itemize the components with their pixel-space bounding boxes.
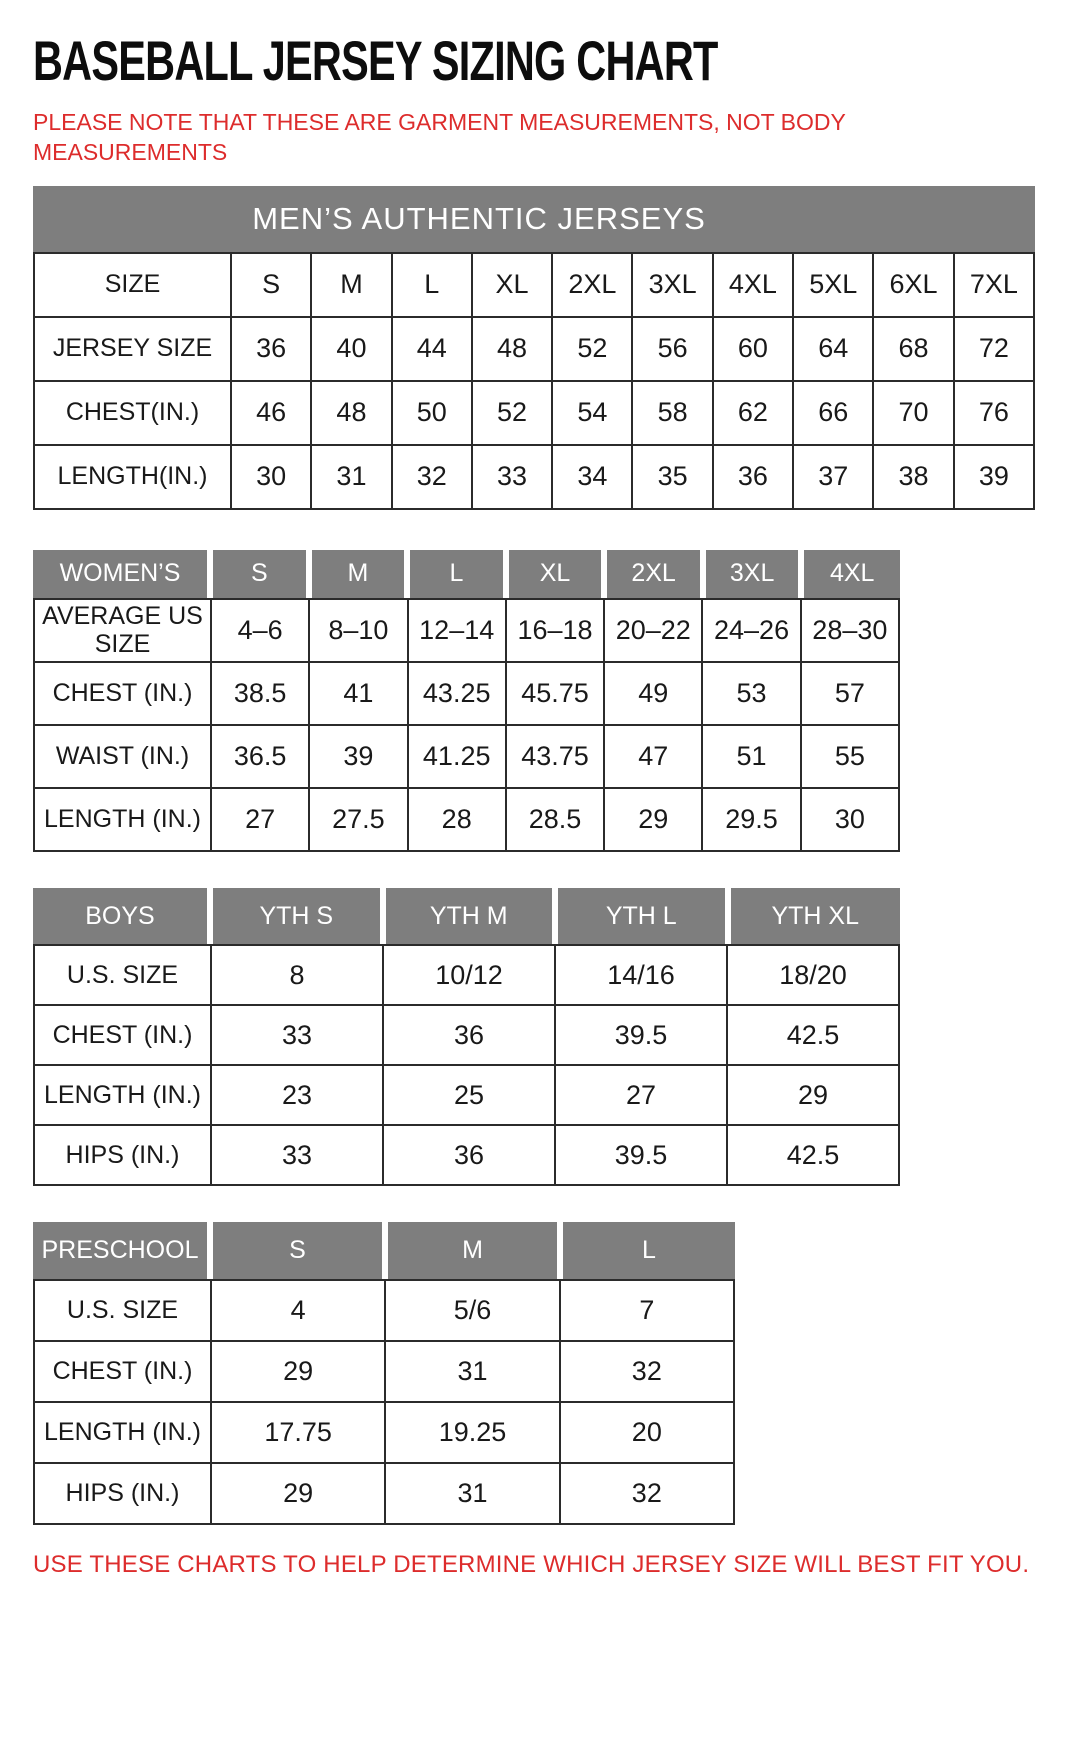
size-value-cell: 44 — [392, 317, 472, 381]
size-value-cell: 76 — [954, 381, 1034, 445]
mens-table-title: MEN’S AUTHENTIC JERSEYS — [252, 200, 706, 236]
size-value-cell: 37 — [793, 445, 873, 509]
row-label-cell: CHEST(IN.) — [34, 381, 231, 445]
size-value-cell: 4 — [211, 1280, 385, 1341]
size-value-cell: S — [231, 253, 311, 317]
row-label-cell: LENGTH(IN.) — [34, 445, 231, 509]
size-value-cell: 40 — [311, 317, 391, 381]
size-value-cell: 8–10 — [309, 599, 407, 663]
size-value-cell: 31 — [311, 445, 391, 509]
column-header-cell: 3XL — [706, 550, 799, 598]
size-value-cell: 42.5 — [727, 1125, 899, 1185]
column-header-cell: S — [213, 1222, 382, 1279]
size-value-cell: 50 — [392, 381, 472, 445]
size-value-cell: 36 — [231, 317, 311, 381]
size-value-cell: 33 — [211, 1005, 383, 1065]
size-value-cell: 72 — [954, 317, 1034, 381]
size-value-cell: 29.5 — [702, 788, 800, 851]
size-value-cell: 32 — [560, 1463, 734, 1524]
womens-table-header-row — [33, 550, 900, 598]
size-value-cell: 54 — [552, 381, 632, 445]
size-value-cell: 45.75 — [506, 662, 604, 725]
size-value-cell: 30 — [801, 788, 899, 851]
table-row — [34, 599, 899, 663]
size-value-cell: 46 — [231, 381, 311, 445]
row-label-cell: U.S. SIZE — [34, 945, 211, 1005]
table-row — [34, 1125, 899, 1185]
size-value-cell: 51 — [702, 725, 800, 788]
table-row — [34, 253, 1034, 317]
womens-table — [33, 550, 900, 853]
size-value-cell: 41.25 — [408, 725, 506, 788]
column-header-cell: YTH M — [386, 888, 553, 944]
size-value-cell: 38.5 — [211, 662, 309, 725]
size-value-cell: 39 — [309, 725, 407, 788]
size-value-cell: 36 — [383, 1125, 555, 1185]
size-value-cell: 25 — [383, 1065, 555, 1125]
size-value-cell: 52 — [552, 317, 632, 381]
size-value-cell: 31 — [385, 1463, 559, 1524]
row-label-cell: U.S. SIZE — [34, 1280, 211, 1341]
size-value-cell: 38 — [873, 445, 953, 509]
size-value-cell: M — [311, 253, 391, 317]
table-row — [34, 1065, 899, 1125]
size-value-cell: 19.25 — [385, 1402, 559, 1463]
size-value-cell: 48 — [472, 317, 552, 381]
size-value-cell: 49 — [604, 662, 702, 725]
row-label-cell: WAIST (IN.) — [34, 725, 211, 788]
size-value-cell: 36 — [713, 445, 793, 509]
size-value-cell: 39.5 — [555, 1005, 727, 1065]
table-row — [34, 381, 1034, 445]
size-value-cell: 36.5 — [211, 725, 309, 788]
mens-authentic-jerseys-table — [33, 186, 1035, 510]
mens-size-grid — [33, 252, 1035, 510]
garment-measurement-note: PLEASE NOTE THAT THESE ARE GARMENT MEASUREMENTS, NOT BODY MEASUREMENTS — [33, 109, 846, 166]
column-header-cell: S — [213, 550, 306, 598]
column-header-cell: M — [388, 1222, 557, 1279]
row-label-cell: LENGTH (IN.) — [34, 1402, 211, 1463]
preschool-table — [33, 1222, 735, 1525]
size-value-cell: 55 — [801, 725, 899, 788]
size-value-cell: 7 — [560, 1280, 734, 1341]
size-value-cell: 5XL — [793, 253, 873, 317]
row-label-cell: HIPS (IN.) — [34, 1125, 211, 1185]
size-value-cell: 28.5 — [506, 788, 604, 851]
table-row — [34, 945, 899, 1005]
size-value-cell: 14/16 — [555, 945, 727, 1005]
size-value-cell: 17.75 — [211, 1402, 385, 1463]
size-value-cell: 27 — [555, 1065, 727, 1125]
size-value-cell: 33 — [211, 1125, 383, 1185]
size-value-cell: 36 — [383, 1005, 555, 1065]
size-value-cell: 34 — [552, 445, 632, 509]
size-value-cell: 23 — [211, 1065, 383, 1125]
preschool-size-grid — [33, 1279, 735, 1525]
row-label-cell: JERSEY SIZE — [34, 317, 231, 381]
size-value-cell: 43.75 — [506, 725, 604, 788]
row-label-cell: LENGTH (IN.) — [34, 1065, 211, 1125]
size-value-cell: 58 — [632, 381, 712, 445]
size-value-cell: 42.5 — [727, 1005, 899, 1065]
size-value-cell: 68 — [873, 317, 953, 381]
size-value-cell: 29 — [727, 1065, 899, 1125]
column-header-cell: 4XL — [804, 550, 900, 598]
column-header-cell: L — [410, 550, 503, 598]
size-value-cell: 35 — [632, 445, 712, 509]
size-value-cell: 2XL — [552, 253, 632, 317]
size-value-cell: 43.25 — [408, 662, 506, 725]
table-row — [34, 725, 899, 788]
table-row — [34, 1280, 734, 1341]
size-value-cell: 56 — [632, 317, 712, 381]
boys-table — [33, 888, 900, 1186]
size-value-cell: 27.5 — [309, 788, 407, 851]
size-value-cell: 12–14 — [408, 599, 506, 663]
size-value-cell: 28–30 — [801, 599, 899, 663]
size-value-cell: 29 — [604, 788, 702, 851]
row-label-cell: CHEST (IN.) — [34, 1341, 211, 1402]
table-title-cell: BOYS — [33, 888, 207, 944]
size-value-cell: 60 — [713, 317, 793, 381]
column-header-cell: YTH XL — [731, 888, 901, 944]
size-value-cell: 27 — [211, 788, 309, 851]
row-label-cell: SIZE — [34, 253, 231, 317]
boys-size-grid — [33, 944, 900, 1186]
size-value-cell: 29 — [211, 1341, 385, 1402]
boys-table-header-row — [33, 888, 900, 944]
table-title-cell: PRESCHOOL — [33, 1222, 207, 1279]
size-value-cell: 5/6 — [385, 1280, 559, 1341]
column-header-cell: 2XL — [607, 550, 700, 598]
size-value-cell: 8 — [211, 945, 383, 1005]
table-row — [34, 1402, 734, 1463]
mens-table-banner — [33, 186, 1035, 252]
size-value-cell: 33 — [472, 445, 552, 509]
size-value-cell: 29 — [211, 1463, 385, 1524]
row-label-cell: HIPS (IN.) — [34, 1463, 211, 1524]
table-row — [34, 1463, 734, 1524]
size-value-cell: 7XL — [954, 253, 1034, 317]
column-header-cell: XL — [509, 550, 602, 598]
page-title: BASEBALL JERSEY SIZING CHART — [33, 29, 718, 92]
table-row — [34, 1341, 734, 1402]
row-label-cell: CHEST (IN.) — [34, 1005, 211, 1065]
size-value-cell: 66 — [793, 381, 873, 445]
table-row — [34, 445, 1034, 509]
size-value-cell: 4XL — [713, 253, 793, 317]
column-header-cell: L — [563, 1222, 735, 1279]
row-label-cell: CHEST (IN.) — [34, 662, 211, 725]
size-value-cell: 28 — [408, 788, 506, 851]
table-row — [34, 317, 1034, 381]
footer-fit-note: USE THESE CHARTS TO HELP DETERMINE WHICH JERSEY SIZE WILL BEST FIT YOU. — [33, 1551, 1030, 1579]
size-value-cell: 4–6 — [211, 599, 309, 663]
table-row — [34, 662, 899, 725]
size-value-cell: 39.5 — [555, 1125, 727, 1185]
size-value-cell: 70 — [873, 381, 953, 445]
womens-size-grid — [33, 598, 900, 853]
size-value-cell: 6XL — [873, 253, 953, 317]
size-value-cell: 62 — [713, 381, 793, 445]
size-value-cell: 39 — [954, 445, 1034, 509]
size-value-cell: 24–26 — [702, 599, 800, 663]
column-header-cell: M — [312, 550, 405, 598]
size-value-cell: 20 — [560, 1402, 734, 1463]
size-value-cell: 64 — [793, 317, 873, 381]
column-header-cell: YTH S — [213, 888, 380, 944]
size-value-cell: 18/20 — [727, 945, 899, 1005]
size-value-cell: 41 — [309, 662, 407, 725]
size-value-cell: 32 — [560, 1341, 734, 1402]
column-header-cell: YTH L — [558, 888, 725, 944]
row-label-cell: AVERAGE US SIZE — [34, 599, 211, 663]
size-value-cell: 52 — [472, 381, 552, 445]
size-value-cell: 16–18 — [506, 599, 604, 663]
size-value-cell: 20–22 — [604, 599, 702, 663]
table-row — [34, 788, 899, 851]
size-value-cell: XL — [472, 253, 552, 317]
size-value-cell: 10/12 — [383, 945, 555, 1005]
size-value-cell: 57 — [801, 662, 899, 725]
size-value-cell: 53 — [702, 662, 800, 725]
size-value-cell: 30 — [231, 445, 311, 509]
row-label-cell: LENGTH (IN.) — [34, 788, 211, 851]
size-value-cell: 47 — [604, 725, 702, 788]
table-row — [34, 1005, 899, 1065]
size-value-cell: 32 — [392, 445, 472, 509]
size-value-cell: 31 — [385, 1341, 559, 1402]
preschool-table-header-row — [33, 1222, 735, 1279]
size-value-cell: L — [392, 253, 472, 317]
table-title-cell: WOMEN’S — [33, 550, 207, 598]
size-value-cell: 48 — [311, 381, 391, 445]
size-value-cell: 3XL — [632, 253, 712, 317]
